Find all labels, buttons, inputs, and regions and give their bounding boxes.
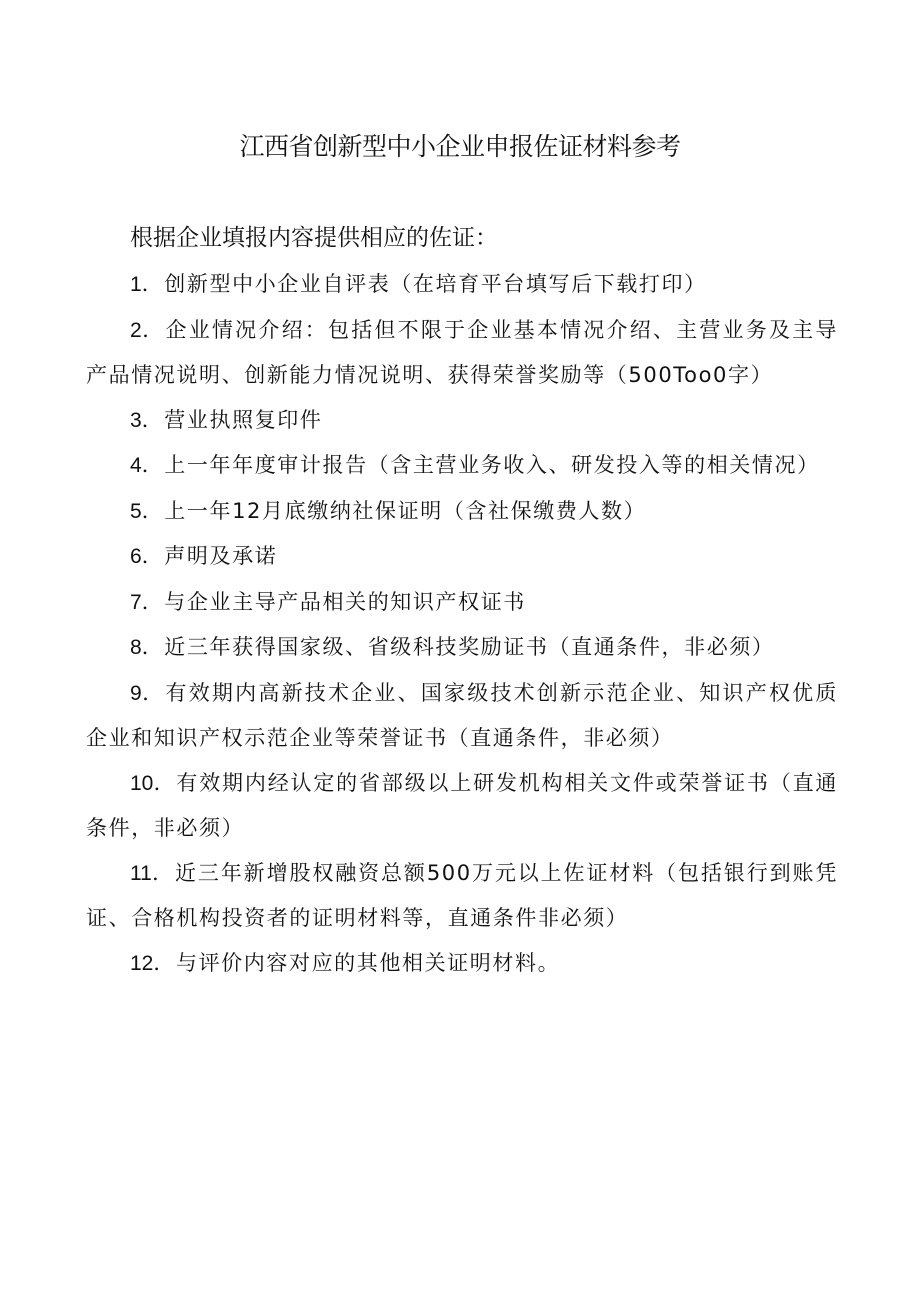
item-text: 企业情况介绍：包括但不限于企业基本情况介绍、主营业务及主导产品情况说明、创新能力情况说明、获得荣誉奖励等（500Too0字）: [86, 317, 838, 387]
item-separator: ．: [141, 453, 165, 477]
item-separator: ．: [141, 272, 165, 296]
intro-text: 根据企业填报内容提供相应的佐证：: [130, 225, 498, 251]
list-item-7: [86, 580, 838, 626]
list-item-1: [86, 262, 838, 308]
list-item-4: [86, 443, 838, 489]
list-item-2: [86, 308, 838, 398]
item-text: 上一年年度审计报告（含主营业务收入、研发投入等的相关情况）: [164, 453, 820, 477]
item-number: 2: [130, 318, 142, 342]
item-text: 近三年新增股权融资总额500万元以上佐证材料（包括银行到账凭证、合格机构投资者的证明材料等，直通条件非必须）: [86, 860, 838, 930]
item-separator: ．: [153, 770, 177, 795]
item-number: 8: [130, 636, 142, 659]
item-separator: ．: [141, 407, 165, 432]
item-number: 1: [130, 273, 142, 296]
item-text: 有效期内经认定的省部级以上研发机构相关文件或荣誉证书（直通条件，非必须）: [86, 770, 838, 840]
item-separator: ．: [141, 635, 165, 659]
item-separator: ．: [141, 589, 165, 614]
list-item-3: [86, 398, 838, 444]
item-text: 营业执照复印件: [164, 407, 323, 432]
document-title: 江西省创新型中小企业申报佐证材料参考: [239, 132, 681, 161]
item-number: 9: [130, 681, 142, 705]
item-number: 10: [130, 771, 154, 795]
item-number: 5: [130, 499, 142, 523]
item-separator: ．: [141, 544, 165, 568]
list-item-5: [86, 489, 838, 535]
item-separator: ．: [141, 317, 166, 342]
item-number: 6: [130, 545, 142, 568]
item-number: 3: [130, 408, 142, 432]
item-separator: ．: [141, 498, 165, 523]
item-number: 12: [130, 951, 154, 975]
list-item-11: [86, 851, 838, 941]
item-separator: ．: [153, 950, 176, 975]
item-text: 与评价内容对应的其他相关证明材料。: [175, 950, 561, 975]
list-item-9: [86, 671, 838, 761]
item-number: 7: [130, 590, 142, 614]
item-number: 4: [130, 454, 142, 477]
item-number: 11: [130, 861, 152, 885]
list-item-8: [86, 625, 838, 671]
item-text: 与企业主导产品相关的知识产权证书: [164, 589, 526, 614]
item-text: 有效期内高新技术企业、国家级技术创新示范企业、知识产权优质企业和知识产权示范企业等荣誉证书（直通条件，非必须）: [86, 680, 838, 750]
item-separator: ．: [141, 680, 166, 705]
item-text: 声明及承诺: [164, 544, 278, 568]
item-text: 近三年获得国家级、省级科技奖励证书（直通条件，非必须）: [164, 635, 775, 659]
item-separator: ．: [151, 860, 175, 885]
item-text: 上一年12月底缴纳社保证明（含社保缴费人数）: [164, 498, 647, 523]
list-item-6: [86, 534, 838, 580]
evidence-list: [86, 262, 838, 986]
list-item-12: [86, 941, 838, 987]
item-text: 创新型中小企业自评表（在培育平台填写后下载打印）: [164, 272, 707, 296]
list-item-10: [86, 761, 838, 851]
